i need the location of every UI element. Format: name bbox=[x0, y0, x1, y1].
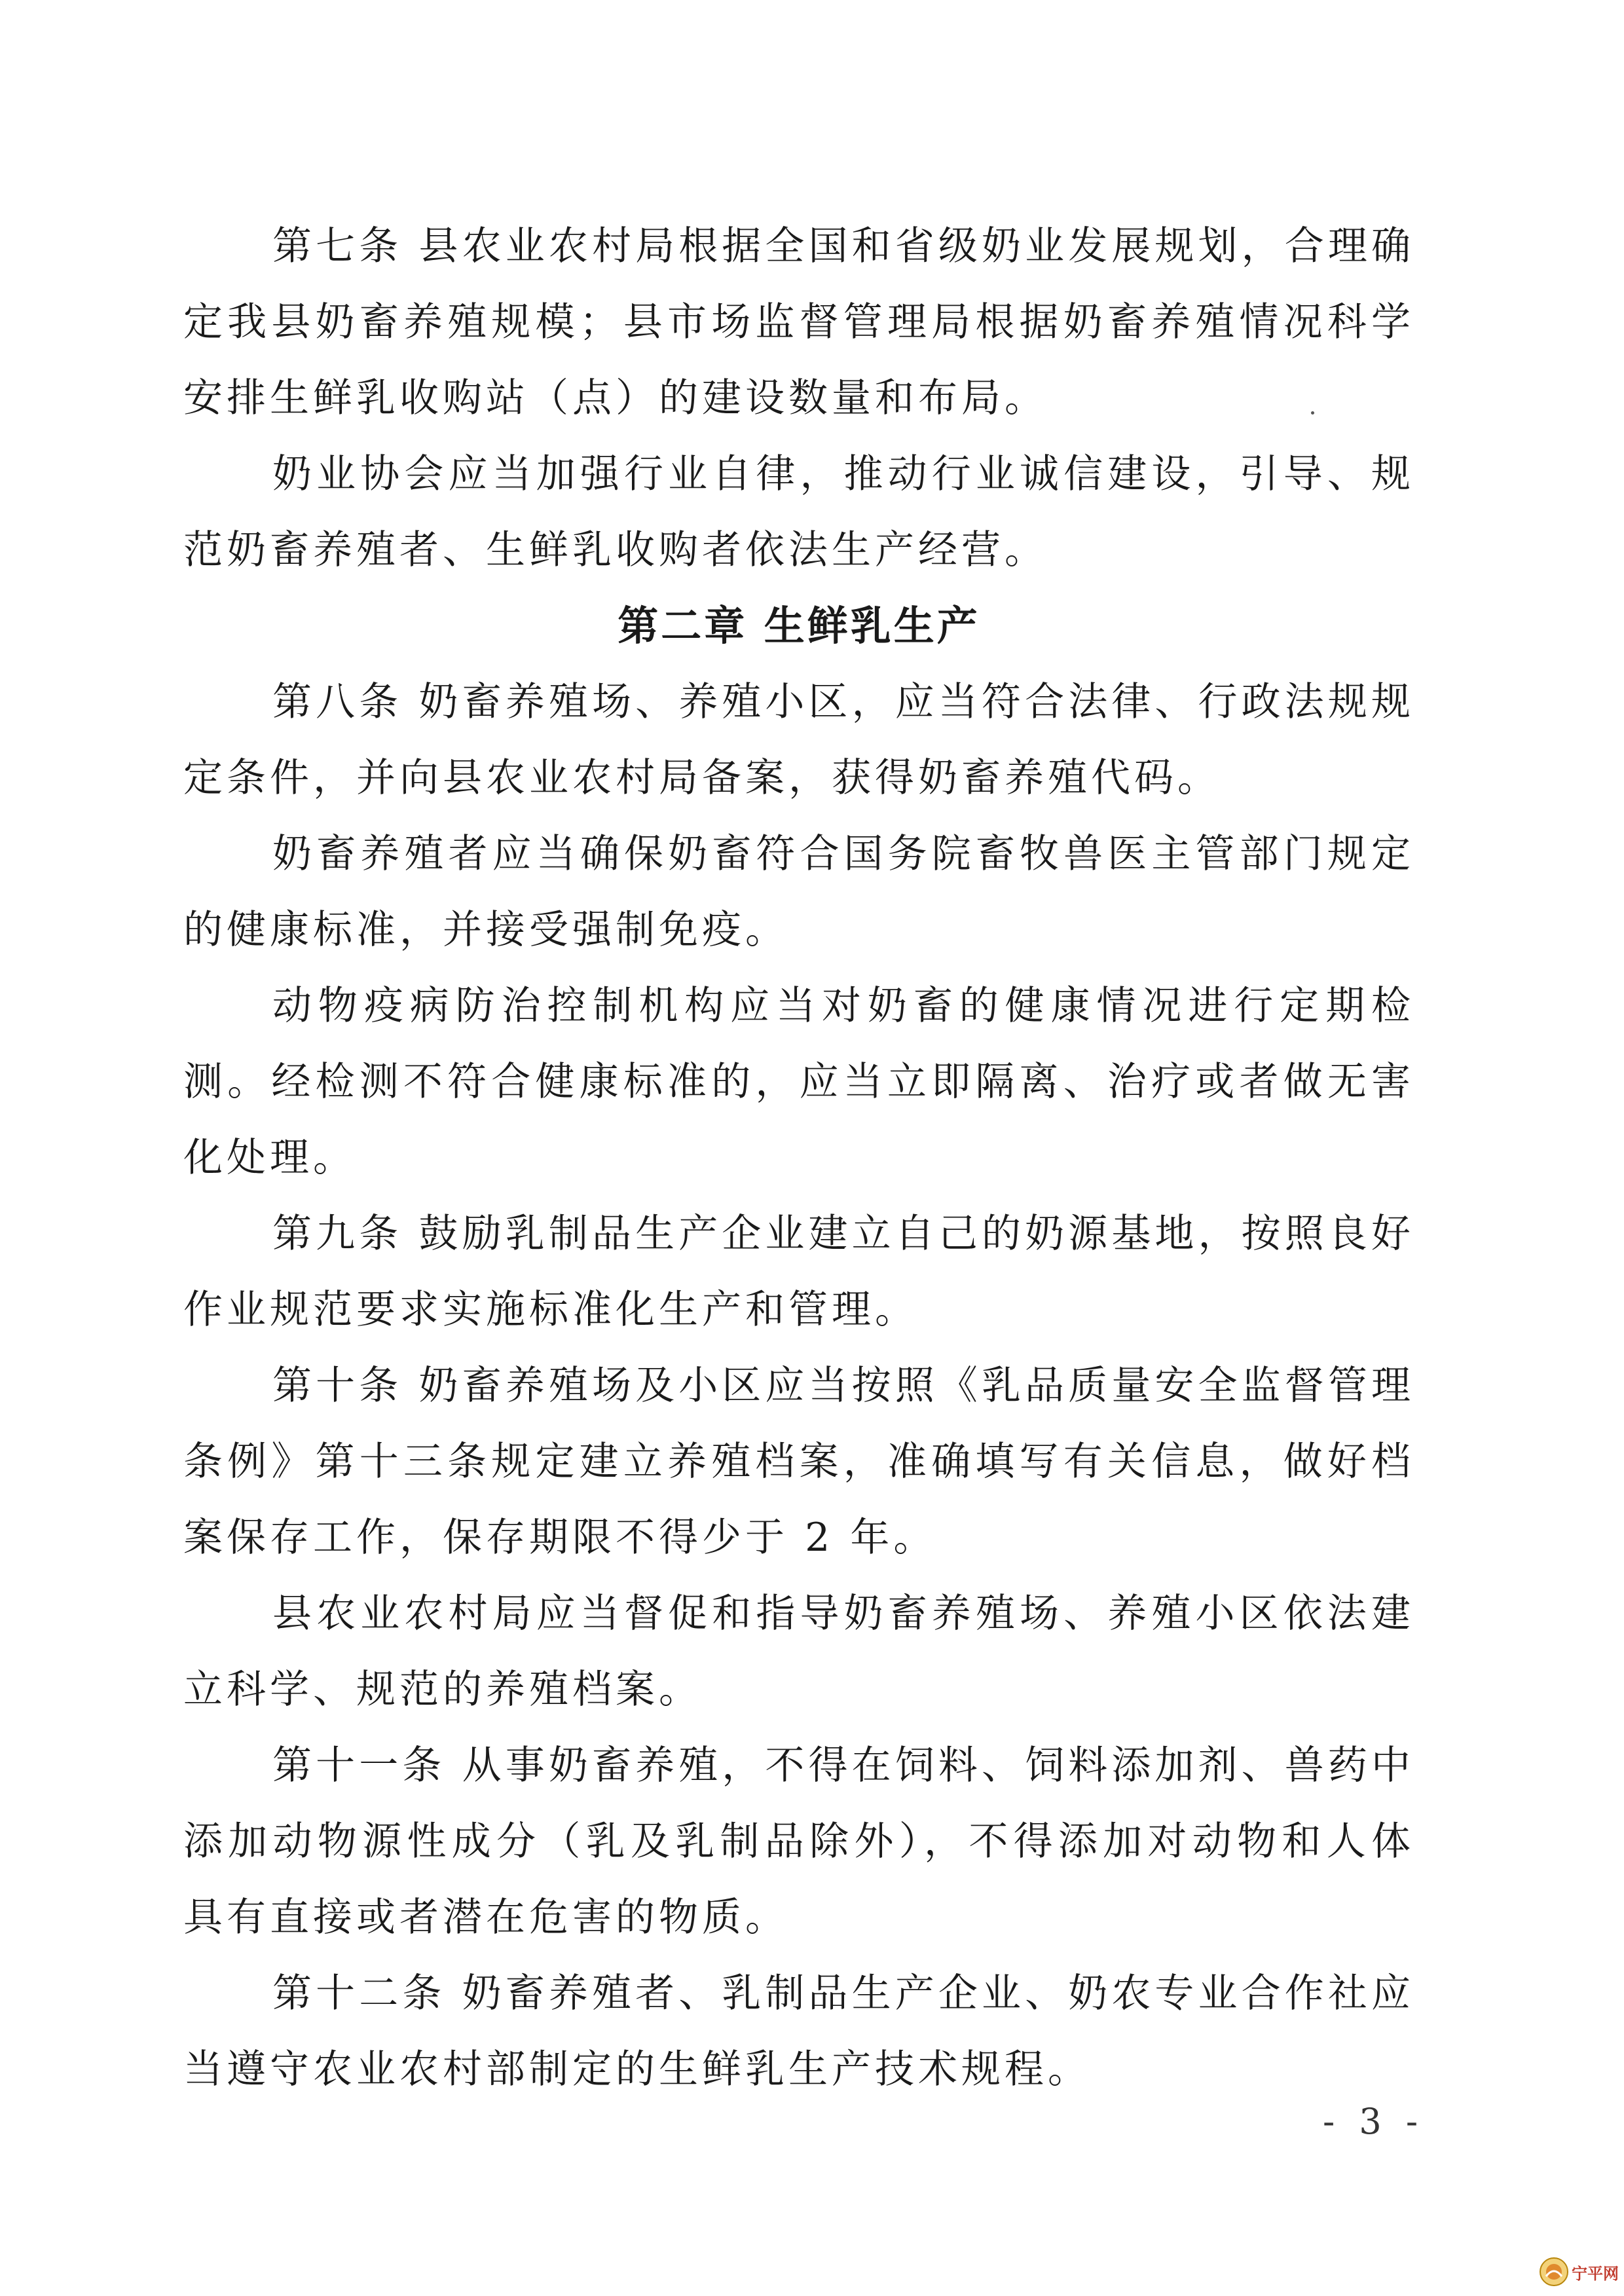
paragraph-article-10: 第十条 奶畜养殖场及小区应当按照《乳品质量安全监督管理条例》第十三条规定建立养殖档案，准确填写有关信息，做好档案保存工作，保存期限不得少于 2 年。 bbox=[183, 1363, 1414, 1561]
site-watermark bbox=[1539, 2253, 1620, 2291]
watermark-text: 宁平网 bbox=[1572, 2264, 1619, 2283]
paragraph-archive-supervision: 县农业农村局应当督促和指导奶畜养殖场、养殖小区依法建立科学、规范的养殖档案。 bbox=[183, 1591, 1414, 1713]
paragraph-article-12: 第十二条 奶畜养殖者、乳制品生产企业、奶农专业合作社应当遵守农业农村部制定的生鲜乳生产技术规程。 bbox=[183, 1971, 1414, 2092]
paragraph-disease-testing: 动物疫病防治控制机构应当对奶畜的健康情况进行定期检测。经检测不符合健康标准的，应当立即隔离、治疗或者做无害化处理。 bbox=[183, 983, 1414, 1181]
page-number: - 3 - bbox=[1323, 2101, 1425, 2142]
paragraph-article-7: 第七条 县农业农村局根据全国和省级奶业发展规划，合理确定我县奶畜养殖规模；县市场监督管理局根据奶畜养殖情况科学安排生鲜乳收购站（点）的建设数量和布局。 bbox=[183, 223, 1414, 421]
scan-speck bbox=[1311, 411, 1314, 415]
paragraph-dairy-association: 奶业协会应当加强行业自律，推动行业诚信建设，引导、规范奶畜养殖者、生鲜乳收购者依法生产经营。 bbox=[183, 451, 1414, 573]
paragraph-health-standard: 奶畜养殖者应当确保奶畜符合国务院畜牧兽医主管部门规定的健康标准，并接受强制免疫。 bbox=[183, 831, 1414, 953]
chapter-title: 第二章 生鲜乳生产 bbox=[618, 602, 980, 650]
site-logo-icon bbox=[1539, 2257, 1569, 2287]
document-body bbox=[183, 208, 1414, 2107]
paragraph-article-8: 第八条 奶畜养殖场、养殖小区，应当符合法律、行政法规规定条件，并向县农业农村局备案，获得奶畜养殖代码。 bbox=[183, 679, 1414, 801]
paragraph-article-11: 第十一条 从事奶畜养殖，不得在饲料、饲料添加剂、兽药中添加动物源性成分（乳及乳制品除外），不得添加对动物和人体具有直接或者潜在危害的物质。 bbox=[183, 1743, 1414, 1940]
paragraph-article-9: 第九条 鼓励乳制品生产企业建立自己的奶源基地，按照良好作业规范要求实施标准化生产和管理。 bbox=[183, 1211, 1414, 1333]
